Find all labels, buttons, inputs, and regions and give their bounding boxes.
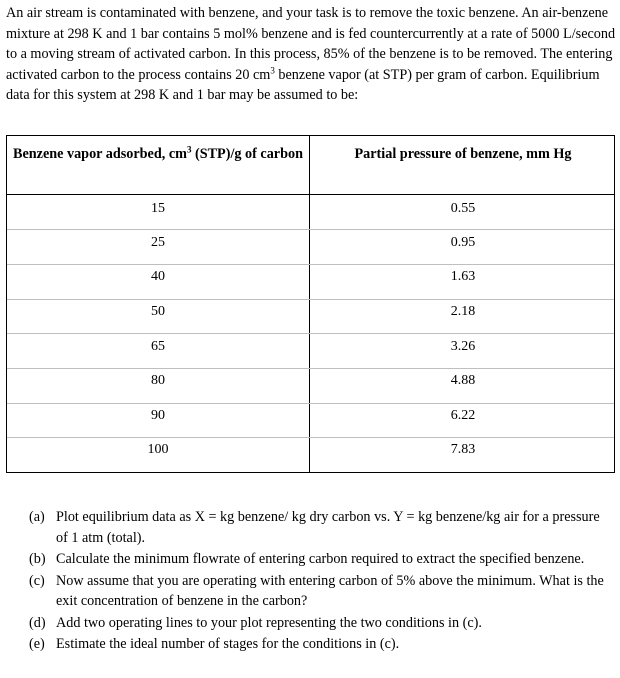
question-label: (b) [29, 551, 46, 567]
problem-statement [6, 3, 616, 106]
question-item [6, 613, 606, 634]
table-cell-pressure: 7.83 [450, 442, 476, 457]
problem-statement-part-2: benzene vapor (at STP) per gram of carbon. Equilibrium data for this system at 298 K and 1 bar may be assumed to be: [6, 66, 600, 103]
question-list [6, 507, 606, 656]
question-label: (d) [29, 614, 46, 631]
question-text: Calculate the minimum flowrate of entering carbon required to extract the specified benzene. [56, 551, 585, 567]
question-text: Add two operating lines to your plot representing the two conditions in (c). [56, 614, 482, 631]
question-item [6, 507, 606, 548]
table-cell-pressure: 1.63 [450, 269, 476, 284]
equilibrium-data-table [6, 135, 615, 473]
problem-statement-superscript: 3 [270, 64, 275, 75]
table-cell-adsorbed: 90 [151, 408, 165, 423]
question-item [6, 634, 606, 655]
column-header-adsorbed: Benzene vapor adsorbed, $cm^3$ (STP)/g of carbon [13, 144, 303, 162]
question-text: Estimate the ideal number of stages for the conditions in (c). [56, 636, 400, 652]
table-cell-pressure: 6.22 [450, 408, 476, 423]
question-label: (e) [29, 636, 45, 652]
row-divider [7, 403, 614, 404]
table-cell-adsorbed: 15 [151, 201, 165, 216]
question-label: (c) [29, 572, 45, 589]
table-cell-adsorbed: 65 [151, 339, 165, 354]
question-item [6, 571, 606, 612]
question-text: Plot equilibrium data as X = kg benzene/ kg dry carbon vs. Y = kg benzene/kg air for a pressure of 1 atm (total). [56, 509, 600, 546]
table-cell-pressure: 0.55 [450, 201, 476, 216]
problem-statement-part-1: An air stream is contaminated with benzene, and your task is to remove the toxic benzene. An air-benzene mixture at 298 K and 1 bar contains 5 mol% benzene and is fed countercurrently at a rate of 5000 L/second to a moving stream of activated carbon. In this process, 85% of the benzene is to be removed. The entering activated carbon to the process contains 20 cm [6, 5, 616, 83]
table-cell-adsorbed: 50 [151, 304, 165, 319]
row-divider [7, 299, 614, 300]
row-divider [7, 264, 614, 265]
table-cell-pressure: 4.88 [450, 373, 476, 388]
table-cell-adsorbed: 25 [151, 235, 165, 250]
row-divider [7, 368, 614, 369]
table-cell-pressure: 0.95 [450, 235, 476, 250]
row-divider [7, 333, 614, 334]
row-divider [7, 229, 614, 230]
table-cell-adsorbed: 40 [151, 269, 165, 284]
question-label: (a) [29, 509, 45, 525]
row-divider [7, 437, 614, 438]
table-cell-adsorbed: 100 [147, 442, 169, 457]
table-cell-pressure: 2.18 [450, 304, 476, 319]
table-cell-adsorbed: 80 [151, 373, 165, 388]
column-header-pressure: Partial pressure of benzene, mm Hg [354, 146, 572, 162]
question-item [6, 549, 606, 570]
table-cell-pressure: 3.26 [450, 339, 476, 354]
question-text: Now assume that you are operating with entering carbon of 5% above the minimum. What is the exit concentration of benzene in the carbon? [56, 572, 604, 609]
header-divider [7, 194, 614, 195]
